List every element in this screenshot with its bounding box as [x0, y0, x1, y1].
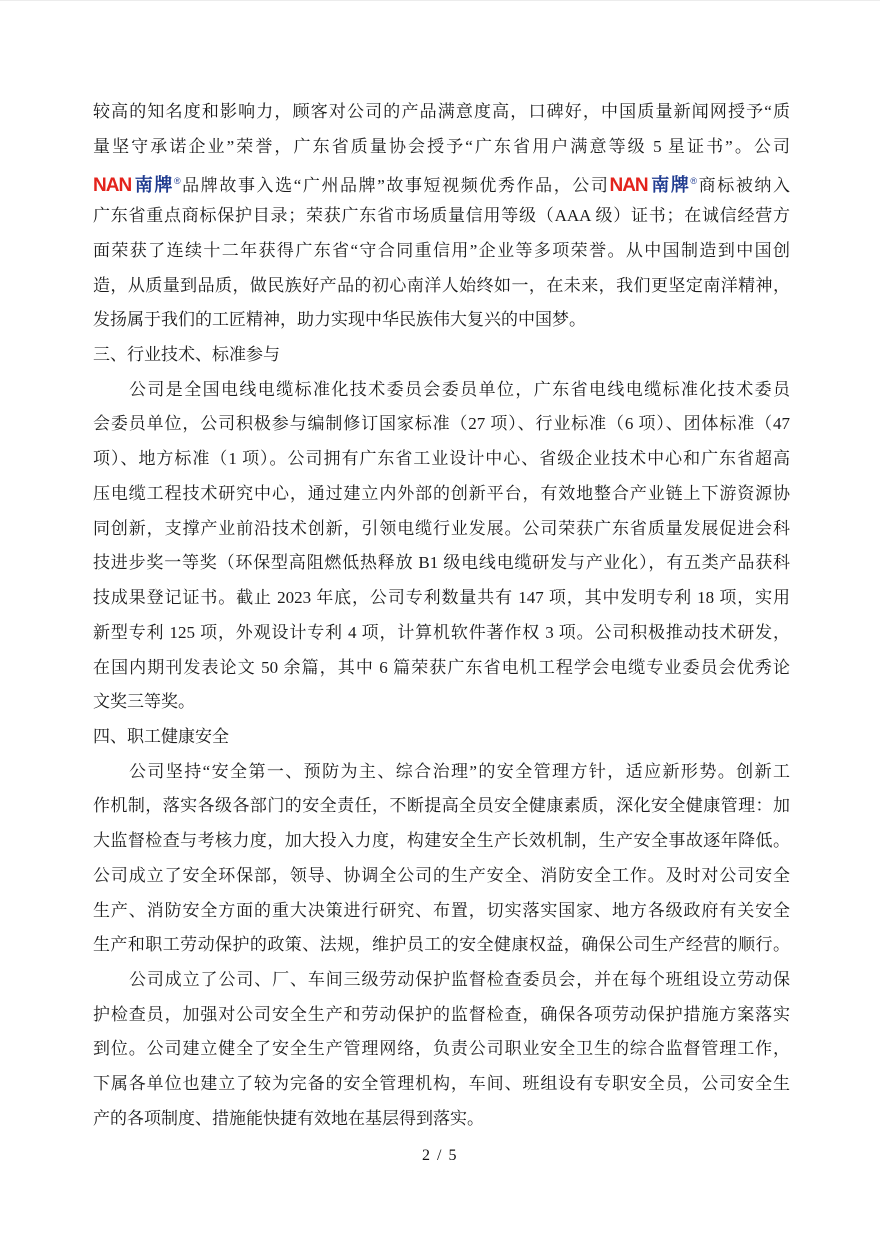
nan-logo-text: NAN: [609, 175, 648, 197]
text-line: [93, 164, 790, 199]
text-line: 量坚守承诺企业”荣誉，广东省质量协会授予“广东省用户满意等级 5 星证书”。公司: [93, 136, 790, 156]
text-line: 压电缆工程技术研究中心，通过建立内外部的创新平台，有效地整合产业链上下游资源协: [93, 483, 790, 503]
page-footer: [0, 1147, 880, 1165]
text-line: 护检查员，加强对公司安全生产和劳动保护的监督检查，确保各项劳动保护措施方案落实: [93, 1004, 790, 1024]
text-line: 公司成立了公司、厂、车间三级劳动保护监督检查委员会，并在每个班组设立劳动保: [129, 969, 790, 989]
nan-brand-logo: [609, 176, 697, 195]
text-line: 作机制，落实各级各部门的安全责任，不断提高全员安全健康素质，深化安全健康管理：加: [93, 796, 790, 816]
nanpai-logo-text: 南牌: [649, 175, 691, 196]
text-line: 生产和职工劳动保护的政策、法规，维护员工的安全健康权益，确保公司生产经营的顺行。: [93, 935, 790, 955]
text-line: 发扬属于我们的工匠精神，助力实现中华民族伟大复兴的中国梦。: [93, 310, 586, 330]
text-line: 在国内期刊发表论文 50 余篇，其中 6 篇荣获广东省电机工程学会电缆专业委员会优秀论: [93, 657, 790, 677]
text-line: 面荣获了连续十二年获得广东省“守合同重信用”企业等多项荣誉。从中国制造到中国创: [93, 240, 790, 260]
section-heading: 三、行业技术、标准参与: [93, 345, 280, 365]
text-line: 新型专利 125 项，外观设计专利 4 项，计算机软件著作权 3 项。公司积极推动技术研发，: [93, 622, 790, 642]
registered-mark: ®: [690, 176, 698, 187]
nan-brand-logo: [93, 176, 181, 195]
text-line: 文奖三等奖。: [93, 692, 195, 712]
document-body: [93, 95, 790, 1137]
text-segment: 品牌故事入选“广州品牌”故事短视频优秀作品，公司: [180, 176, 610, 196]
text-segment: 商标被纳入: [697, 176, 790, 196]
text-line: 下属各单位也建立了较为完备的安全管理机构，车间、班组设有专职安全员，公司安全生: [93, 1074, 790, 1094]
text-line: 较高的知名度和影响力，顾客对公司的产品满意度高，口碑好，中国质量新闻网授予“质: [93, 102, 790, 121]
paragraph: [93, 373, 790, 720]
page-number: 2 / 5: [422, 1147, 458, 1164]
nanpai-logo-text: 南牌: [133, 175, 174, 196]
text-line: 大监督检查与考核力度，加大投入力度，构建安全生产长效机制，生产安全事故逐年降低。: [93, 831, 790, 851]
text-line: 同创新，支撑产业前沿技术创新，引领电缆行业发展。公司荣获广东省质量发展促进会科: [93, 518, 790, 538]
text-line: 公司成立了安全环保部，领导、协调全公司的生产安全、消防安全工作。及时对公司安全: [93, 865, 790, 885]
text-line: 公司是全国电线电缆标准化技术委员会委员单位，广东省电线电缆标准化技术委员: [129, 379, 790, 399]
text-line: 造，从质量到品质，做民族好产品的初心南洋人始终如一，在未来，我们更坚定南洋精神，: [93, 275, 790, 295]
paragraph: [93, 95, 790, 338]
text-line: 技进步奖一等奖（环保型高阻燃低热释放 B1 级电线电缆研发与产业化），有五类产品获科: [93, 553, 790, 573]
text-line: 生产、消防安全方面的重大决策进行研究、布置，切实落实国家、地方各级政府有关安全: [93, 900, 790, 920]
registered-mark: ®: [173, 176, 181, 187]
text-line: 会委员单位，公司积极参与编制修订国家标准（27 项）、行业标准（6 项）、团体标准（47: [93, 414, 790, 434]
nan-logo-text: NAN: [93, 175, 132, 197]
text-line: 广东省重点商标保护目录；荣获广东省市场质量信用等级（AAA 级）证书；在诚信经营方: [93, 206, 790, 226]
text-line: 到位。公司建立健全了安全生产管理网络，负责公司职业安全卫生的综合监督管理工作，: [93, 1039, 790, 1059]
text-line: 产的各项制度、措施能快捷有效地在基层得到落实。: [93, 1108, 484, 1128]
text-line: 项）、地方标准（1 项）。公司拥有广东省工业设计中心、省级企业技术中心和广东省超高: [93, 449, 790, 469]
text-line: 公司坚持“安全第一、预防为主、综合治理”的安全管理方针，适应新形势。创新工: [129, 761, 790, 781]
paragraph: [93, 755, 790, 963]
paragraph: [93, 963, 790, 1137]
section-heading: 四、职工健康安全: [93, 726, 229, 746]
text-line: 技成果登记证书。截止 2023 年底，公司专利数量共有 147 项，其中发明专利 18 项，实用: [93, 588, 790, 608]
